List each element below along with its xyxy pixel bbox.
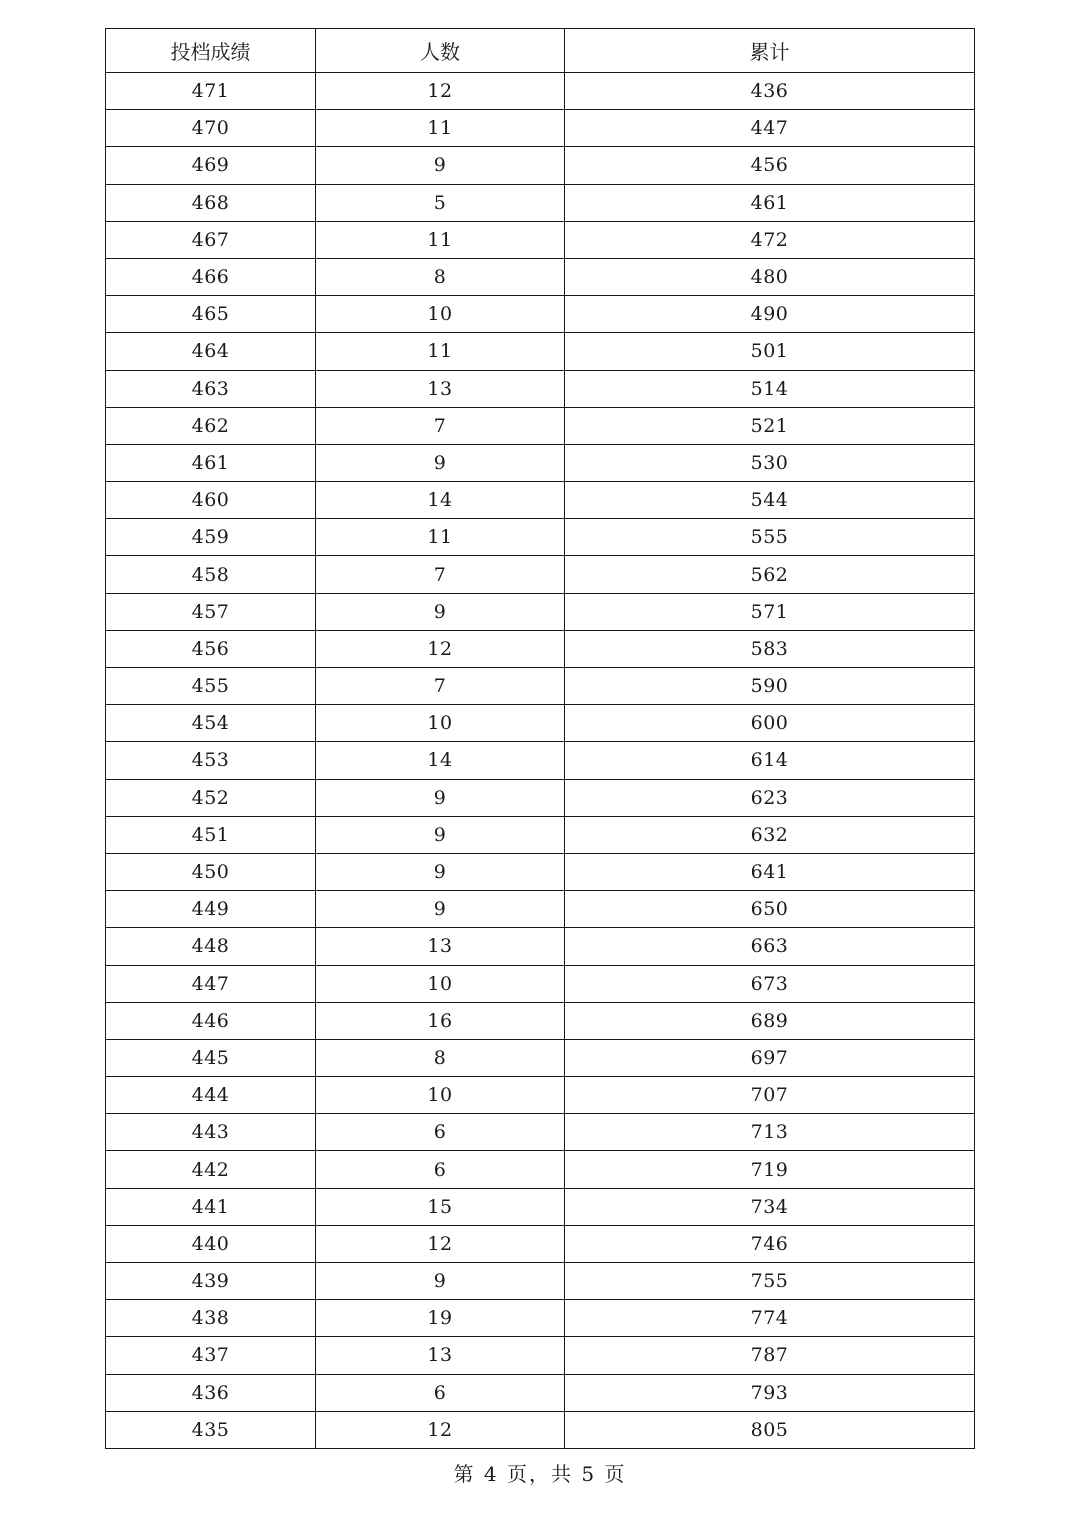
cell-count: 13	[316, 928, 565, 965]
cell-score: 446	[106, 1002, 316, 1039]
table-row	[106, 184, 975, 221]
cell-cumulative: 805	[565, 1411, 975, 1448]
cell-score: 460	[106, 482, 316, 519]
table-row	[106, 333, 975, 370]
cell-score: 439	[106, 1263, 316, 1300]
table-row	[106, 296, 975, 333]
table-row	[106, 816, 975, 853]
cell-cumulative: 774	[565, 1300, 975, 1337]
cell-score: 467	[106, 221, 316, 258]
cell-cumulative: 734	[565, 1188, 975, 1225]
cell-count: 8	[316, 258, 565, 295]
cell-count: 12	[316, 1411, 565, 1448]
table-body	[106, 73, 975, 1449]
cell-count: 10	[316, 705, 565, 742]
table-row	[106, 110, 975, 147]
cell-score: 469	[106, 147, 316, 184]
cell-score: 450	[106, 853, 316, 890]
cell-score: 468	[106, 184, 316, 221]
table-row	[106, 742, 975, 779]
cell-score: 445	[106, 1039, 316, 1076]
cell-count: 9	[316, 816, 565, 853]
cell-count: 9	[316, 147, 565, 184]
header-count: 人数	[316, 29, 565, 73]
table-row	[106, 1263, 975, 1300]
cell-score: 461	[106, 444, 316, 481]
table-row	[106, 1151, 975, 1188]
cell-cumulative: 436	[565, 73, 975, 110]
cell-count: 14	[316, 482, 565, 519]
cell-cumulative: 787	[565, 1337, 975, 1374]
table-row	[106, 1300, 975, 1337]
table-row	[106, 1077, 975, 1114]
cell-count: 7	[316, 668, 565, 705]
table-row	[106, 593, 975, 630]
cell-score: 438	[106, 1300, 316, 1337]
cell-score: 465	[106, 296, 316, 333]
cell-cumulative: 600	[565, 705, 975, 742]
cell-count: 5	[316, 184, 565, 221]
cell-count: 8	[316, 1039, 565, 1076]
table-row	[106, 519, 975, 556]
cell-cumulative: 641	[565, 853, 975, 890]
cell-cumulative: 755	[565, 1263, 975, 1300]
cell-count: 9	[316, 1263, 565, 1300]
cell-count: 10	[316, 296, 565, 333]
cell-cumulative: 746	[565, 1225, 975, 1262]
cell-count: 10	[316, 1077, 565, 1114]
cell-cumulative: 707	[565, 1077, 975, 1114]
table-row	[106, 73, 975, 110]
header-score: 投档成绩	[106, 29, 316, 73]
page-number-footer: 第 4 页，共 5 页	[453, 1462, 627, 1486]
cell-cumulative: 544	[565, 482, 975, 519]
cell-score: 443	[106, 1114, 316, 1151]
table-row	[106, 928, 975, 965]
cell-count: 6	[316, 1151, 565, 1188]
cell-cumulative: 480	[565, 258, 975, 295]
table-row	[106, 630, 975, 667]
cell-score: 471	[106, 73, 316, 110]
cell-count: 12	[316, 630, 565, 667]
cell-score: 463	[106, 370, 316, 407]
cell-count: 9	[316, 891, 565, 928]
table-row	[106, 705, 975, 742]
cell-cumulative: 697	[565, 1039, 975, 1076]
table-row	[106, 147, 975, 184]
table-row	[106, 1374, 975, 1411]
cell-cumulative: 530	[565, 444, 975, 481]
cell-cumulative: 472	[565, 221, 975, 258]
cell-score: 452	[106, 779, 316, 816]
table-row	[106, 1002, 975, 1039]
cell-count: 19	[316, 1300, 565, 1337]
table-row	[106, 1039, 975, 1076]
table-row	[106, 668, 975, 705]
cell-cumulative: 663	[565, 928, 975, 965]
cell-cumulative: 583	[565, 630, 975, 667]
cell-count: 11	[316, 333, 565, 370]
table-row	[106, 1114, 975, 1151]
cell-score: 470	[106, 110, 316, 147]
cell-count: 7	[316, 556, 565, 593]
cell-count: 14	[316, 742, 565, 779]
cell-cumulative: 632	[565, 816, 975, 853]
cell-cumulative: 713	[565, 1114, 975, 1151]
cell-cumulative: 590	[565, 668, 975, 705]
cell-score: 466	[106, 258, 316, 295]
cell-cumulative: 719	[565, 1151, 975, 1188]
cell-score: 464	[106, 333, 316, 370]
table-row	[106, 258, 975, 295]
table-row	[106, 1337, 975, 1374]
cell-count: 11	[316, 221, 565, 258]
cell-count: 7	[316, 407, 565, 444]
cell-score: 458	[106, 556, 316, 593]
cell-cumulative: 673	[565, 965, 975, 1002]
cell-count: 15	[316, 1188, 565, 1225]
cell-cumulative: 571	[565, 593, 975, 630]
cell-score: 451	[106, 816, 316, 853]
table-row	[106, 779, 975, 816]
cell-score: 462	[106, 407, 316, 444]
cell-score: 448	[106, 928, 316, 965]
cell-cumulative: 614	[565, 742, 975, 779]
cell-cumulative: 501	[565, 333, 975, 370]
cell-cumulative: 521	[565, 407, 975, 444]
cell-score: 447	[106, 965, 316, 1002]
table-row	[106, 556, 975, 593]
cell-count: 11	[316, 110, 565, 147]
cell-count: 9	[316, 593, 565, 630]
table-row	[106, 1411, 975, 1448]
cell-score: 456	[106, 630, 316, 667]
cell-count: 12	[316, 73, 565, 110]
cell-count: 10	[316, 965, 565, 1002]
cell-cumulative: 623	[565, 779, 975, 816]
cell-cumulative: 461	[565, 184, 975, 221]
table-row	[106, 370, 975, 407]
cell-score: 435	[106, 1411, 316, 1448]
cell-cumulative: 650	[565, 891, 975, 928]
cell-cumulative: 490	[565, 296, 975, 333]
cell-count: 9	[316, 779, 565, 816]
cell-count: 6	[316, 1374, 565, 1411]
cell-score: 455	[106, 668, 316, 705]
table-row	[106, 407, 975, 444]
header-cumulative: 累计	[565, 29, 975, 73]
table-header-row	[106, 29, 975, 73]
cell-count: 6	[316, 1114, 565, 1151]
cell-score: 453	[106, 742, 316, 779]
cell-count: 13	[316, 370, 565, 407]
table-row	[106, 891, 975, 928]
cell-score: 437	[106, 1337, 316, 1374]
table-row	[106, 444, 975, 481]
score-distribution-table	[105, 28, 975, 1449]
cell-score: 442	[106, 1151, 316, 1188]
cell-score: 459	[106, 519, 316, 556]
cell-count: 9	[316, 444, 565, 481]
cell-score: 454	[106, 705, 316, 742]
cell-score: 436	[106, 1374, 316, 1411]
cell-score: 441	[106, 1188, 316, 1225]
cell-cumulative: 555	[565, 519, 975, 556]
cell-cumulative: 793	[565, 1374, 975, 1411]
table-row	[106, 482, 975, 519]
cell-cumulative: 689	[565, 1002, 975, 1039]
cell-score: 457	[106, 593, 316, 630]
cell-count: 9	[316, 853, 565, 890]
cell-cumulative: 456	[565, 147, 975, 184]
cell-score: 444	[106, 1077, 316, 1114]
cell-cumulative: 447	[565, 110, 975, 147]
cell-count: 13	[316, 1337, 565, 1374]
cell-score: 449	[106, 891, 316, 928]
table-row	[106, 965, 975, 1002]
table-row	[106, 1188, 975, 1225]
table-row	[106, 221, 975, 258]
cell-score: 440	[106, 1225, 316, 1262]
table-row	[106, 853, 975, 890]
cell-cumulative: 514	[565, 370, 975, 407]
cell-count: 16	[316, 1002, 565, 1039]
cell-cumulative: 562	[565, 556, 975, 593]
table-row	[106, 1225, 975, 1262]
cell-count: 12	[316, 1225, 565, 1262]
cell-count: 11	[316, 519, 565, 556]
